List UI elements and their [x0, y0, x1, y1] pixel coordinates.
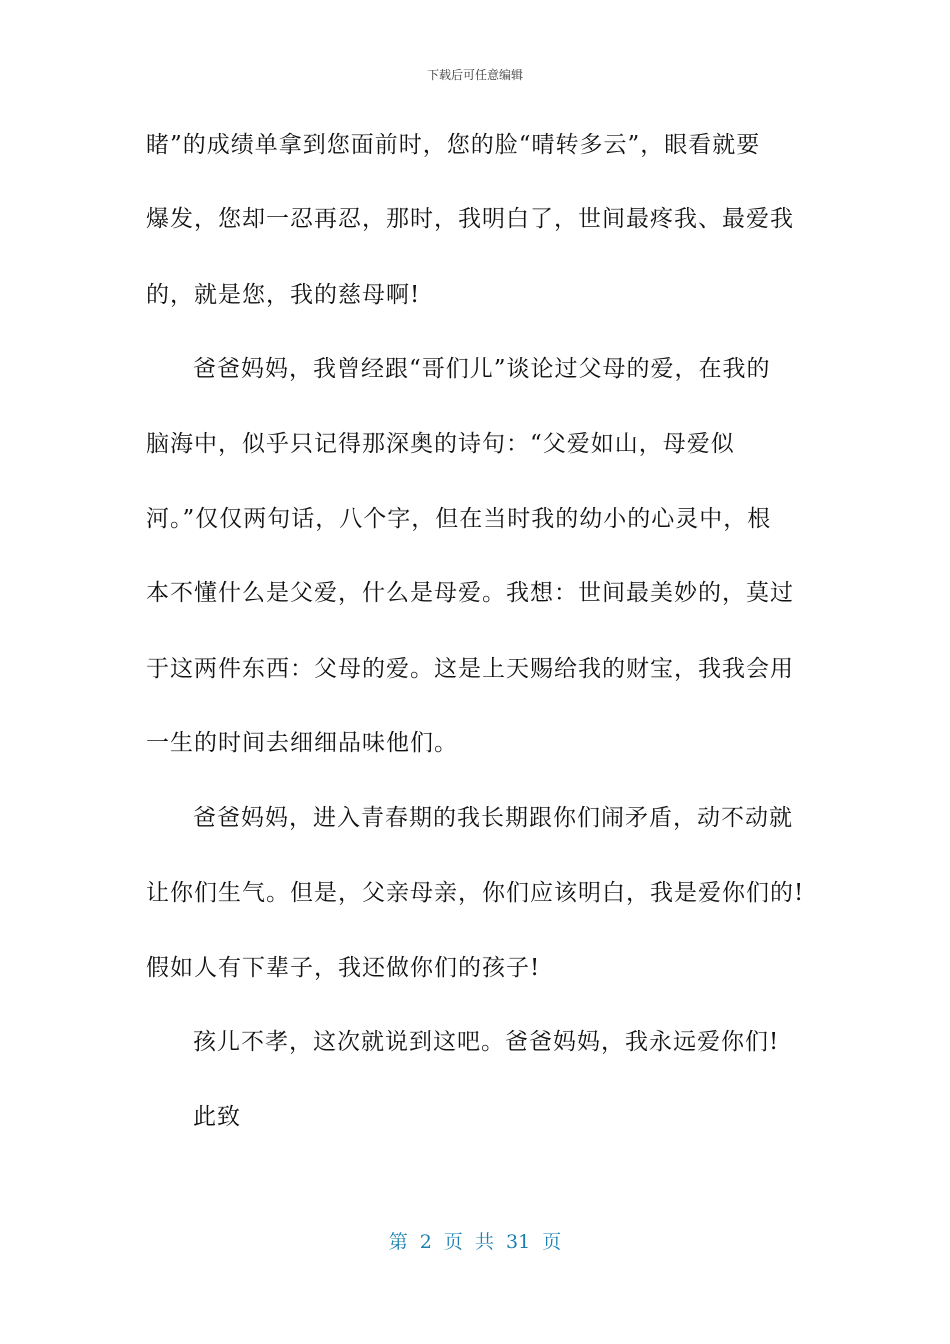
page-number-footer: 第 2 页 共 31 页: [388, 1231, 562, 1253]
body-line: 睹”的成绩单拿到您面前时，您的脸“晴转多云”，眼看就要: [146, 132, 761, 158]
closing-line: 此致: [193, 1104, 241, 1130]
paragraph-start-line: 爸爸妈妈，进入青春期的我长期跟你们闹矛盾，动不动就: [193, 805, 793, 831]
page-header: 下载后可任意编辑: [426, 68, 523, 82]
body-line: 一生的时间去细细品味他们。: [146, 730, 458, 756]
paragraph-start-line: 爸爸妈妈，我曾经跟“哥们儿”谈论过父母的爱，在我的: [193, 356, 771, 382]
body-line: 爆发，您却一忍再忍，那时，我明白了，世间最疼我、最爱我: [146, 206, 794, 232]
paragraph-start-line: 孩儿不孝，这次就说到这吧。爸爸妈妈，我永远爱你们!: [193, 1029, 780, 1055]
body-line: 于这两件东西：父母的爱。这是上天赐给我的财宝，我我会用: [146, 656, 794, 682]
body-line: 脑海中，似乎只记得那深奥的诗句：“父爱如山，母爱似: [146, 431, 735, 457]
body-line: 本不懂什么是父爱，什么是母爱。我想：世间最美妙的，莫过: [146, 580, 794, 606]
body-line: 假如人有下辈子，我还做你们的孩子!: [146, 955, 541, 981]
body-line: 河。”仅仅两句话，八个字，但在当时我的幼小的心灵中，根: [146, 506, 772, 532]
body-line: 让你们生气。但是，父亲母亲，你们应该明白，我是爱你们的!: [146, 880, 805, 906]
body-line: 的，就是您，我的慈母啊!: [146, 282, 421, 308]
